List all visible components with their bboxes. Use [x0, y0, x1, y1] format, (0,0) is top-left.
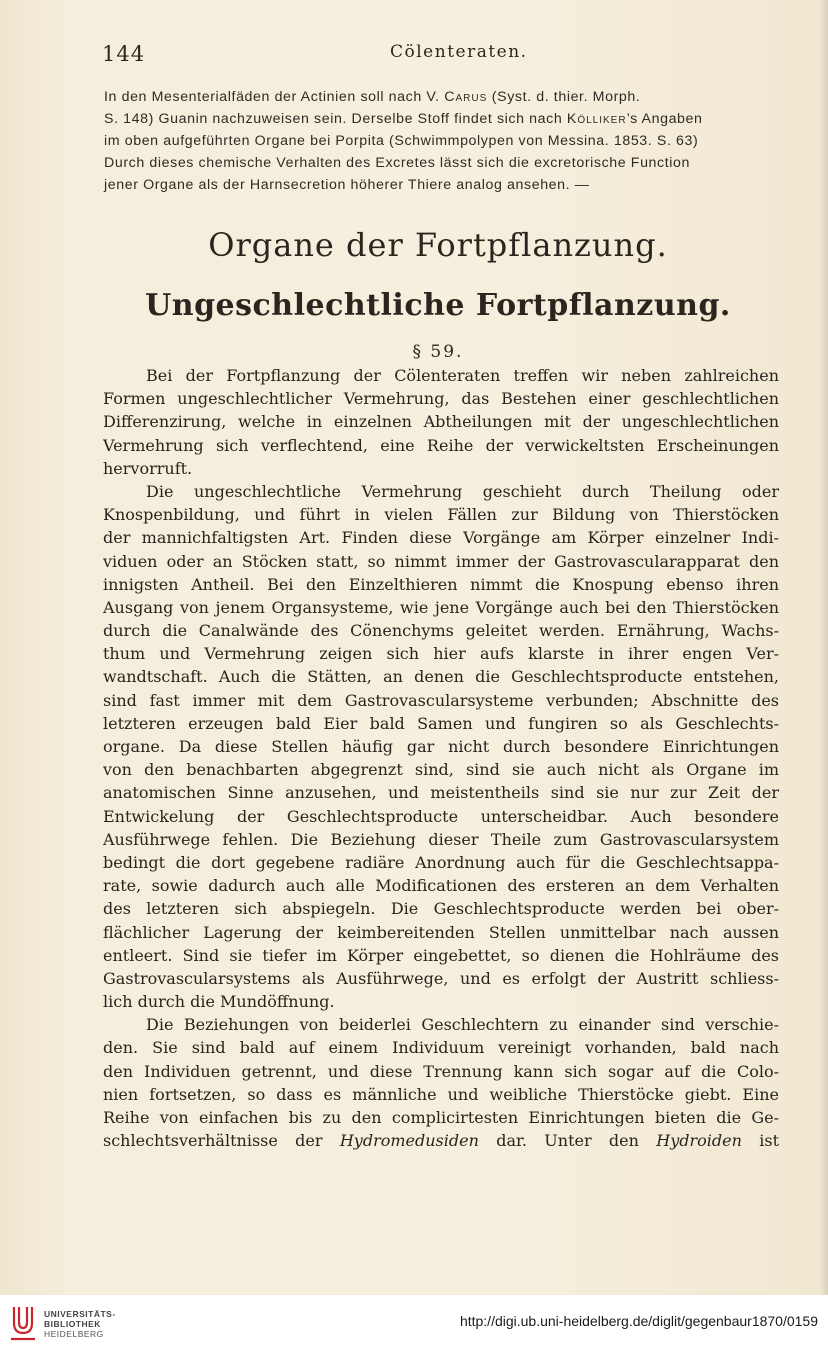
line-text: rate, sowie dadurch auch alle Modificationen des ersteren an dem Verhalten — [103, 876, 779, 896]
text-line — [103, 712, 779, 735]
line-text: Bei der Fortpflanzung der Cölenteraten treffen wir neben zahlreichen — [146, 366, 779, 385]
line-text: den. Sie sind bald auf einem Individuum vereinigt vorhanden, bald nach — [103, 1038, 779, 1058]
line-text: der mannichfaltigsten Art. Finden diese Vorgänge am Körper einzelner Indi- — [103, 528, 779, 548]
text-line — [103, 503, 779, 526]
text-line — [103, 781, 779, 804]
text-line — [103, 642, 779, 665]
line-text: entleert. Sind sie tiefer im Körper eingebettet, so dienen die Hohlräume des — [103, 945, 779, 965]
permalink-url[interactable]: http://digi.ub.uni-heidelberg.de/diglit/gegenbaur1870/0159 — [459, 1313, 818, 1329]
text-line — [103, 410, 779, 433]
paragraph-number: § 59. — [412, 342, 464, 362]
text-line — [103, 689, 779, 712]
footnote-text: Carus — [444, 89, 488, 105]
text-line — [103, 758, 779, 781]
text-line — [103, 990, 779, 1013]
footnote-line — [104, 174, 780, 196]
footnote-line — [104, 152, 780, 174]
chapter-title: Organe der Fortpflanzung. — [208, 226, 668, 264]
library-name: UNIVERSITÄTS- BIBLIOTHEK HEIDELBERG — [44, 1309, 116, 1339]
line-text: Ausgang von jenem Organsysteme, wie jene Vorgänge auch bei den Thierstöcken — [103, 597, 779, 617]
footnote-line — [104, 108, 780, 130]
digitization-footer — [0, 1295, 828, 1354]
line-text: hervorruft. — [103, 458, 193, 478]
text-line — [103, 874, 779, 897]
text-line — [103, 828, 779, 851]
text-line — [103, 526, 779, 549]
university-library-logo-icon — [8, 1303, 38, 1343]
text-line — [103, 434, 779, 457]
line-text: sind fast immer mit dem Gastrovascularsysteme verbunden; Abschnitte des — [103, 690, 779, 710]
footnote-text: ’s Angaben — [626, 111, 703, 127]
running-title: Cölenteraten. — [390, 42, 528, 62]
line-text: des letzteren sich abspiegeln. Die Geschlechtsproducte werden bei ober- — [103, 899, 779, 919]
line-text: durch die Canalwände des Cönenchyms geleitet werden. Ernährung, Wachs- — [103, 621, 779, 641]
line-text: Differenzirung, welche in einzelnen Abtheilungen mit der ungeschlechtlichen — [103, 412, 779, 432]
line-text: Formen ungeschlechtlicher Vermehrung, das Bestehen einer geschlechtlichen — [103, 389, 779, 409]
text-line — [103, 1013, 779, 1036]
text-line — [103, 665, 779, 688]
line-text: Gastrovascularsystems als Ausführwege, und es erfolgt der Austritt schliess- — [103, 968, 779, 988]
body-text — [103, 364, 779, 1152]
text-line — [103, 735, 779, 758]
text-line — [103, 457, 779, 480]
text-line — [103, 1129, 779, 1152]
footnote-text: im oben aufgeführten Organe bei Porpita (Schwimmpolypen von Messina. 1853. S. 63) — [104, 133, 699, 149]
section-title: Ungeschlechtliche Fortpflanzung. — [145, 288, 731, 323]
line-text: lich durch die Mundöffnung. — [103, 992, 335, 1012]
footnote-text: S. 148) Guanin nachzuweisen sein. Derselbe Stoff findet sich nach — [104, 111, 567, 127]
text-line — [103, 944, 779, 967]
text-line — [103, 619, 779, 642]
footnote-line — [104, 86, 780, 108]
footnote-text: jener Organe als der Harnsecretion höherer Thiere analog ansehen. — — [104, 177, 590, 193]
text-line — [103, 364, 779, 387]
line-text: schlechtsverhältnisse der — [103, 1131, 340, 1151]
line-text: dar. Unter den — [478, 1131, 657, 1151]
text-line — [103, 387, 779, 410]
page-header — [100, 38, 780, 70]
line-text: organe. Da diese Stellen häufig gar nicht durch besondere Einrichtungen — [103, 737, 779, 756]
text-line — [103, 573, 779, 596]
text-line — [103, 1106, 779, 1129]
text-line — [103, 480, 779, 503]
line-text: wandtschaft. Auch die Stätten, an denen die Geschlechtsproducte entstehen, — [103, 667, 779, 687]
line-text: viduen oder an Stöcken statt, so nimmt immer der Gastrovascularapparat den — [103, 551, 779, 571]
text-line — [103, 921, 779, 944]
line-text: nien fortsetzen, so dass es männliche und weibliche Thierstöcke giebt. Eine — [103, 1084, 779, 1104]
text-line — [103, 1036, 779, 1059]
line-text: flächlicher Lagerung der keimbereitenden Stellen unmittelbar nach aussen — [103, 922, 779, 942]
line-text: von den benachbarten abgegrenzt sind, sind sie auch nicht als Organe im — [103, 760, 779, 780]
text-line — [103, 967, 779, 990]
line-text: Die ungeschlechtliche Vermehrung geschieht durch Theilung oder — [146, 481, 779, 501]
footnote-text: (Syst. d. thier. Morph. — [487, 89, 641, 105]
line-text: thum und Vermehrung zeigen sich hier aufs klarste in ihrer engen Ver- — [103, 644, 779, 664]
text-line — [103, 1083, 779, 1106]
line-text: den Individuen getrennt, und diese Trennung kann sich sogar auf die Colo- — [103, 1061, 779, 1081]
line-text: Reihe von einfachen bis zu den complicirtesten Einrichtungen bieten die Ge- — [103, 1108, 779, 1127]
text-line — [103, 805, 779, 828]
italic-taxon: Hydroiden — [656, 1131, 742, 1151]
footnote-text: Durch dieses chemische Verhalten des Excretes lässt sich die excretorische Function — [104, 155, 691, 171]
line-text: letzteren erzeugen bald Eier bald Samen und fungiren so als Geschlechts- — [103, 713, 779, 733]
page-number: 144 — [102, 42, 146, 66]
footnote-text: Kölliker — [566, 111, 627, 127]
line-text: Die Beziehungen von beiderlei Geschlechtern zu einander sind verschie- — [146, 1015, 779, 1035]
text-line — [103, 596, 779, 619]
line-text: Knospenbildung, und führt in vielen Fällen zur Bildung von Thierstöcken — [103, 505, 779, 525]
text-line — [103, 1060, 779, 1083]
footnote-line — [104, 130, 780, 152]
footnote-text: In den Mesenterialfäden der Actinien soll nach V. — [104, 89, 445, 105]
text-line — [103, 550, 779, 573]
line-text: ist — [741, 1131, 779, 1151]
footnote-paragraph — [104, 86, 780, 196]
text-line — [103, 897, 779, 920]
line-text: innigsten Antheil. Bei den Einzelthieren nimmt die Knospung ebenso ihren — [103, 574, 779, 594]
line-text: Vermehrung sich verflechtend, eine Reihe der verwickeltsten Erscheinungen — [103, 435, 779, 455]
line-text: anatomischen Sinne anzusehen, und meistentheils sind sie nur zur Zeit der — [103, 783, 779, 803]
line-text: Entwickelung der Geschlechtsproducte unterscheidbar. Auch besondere — [103, 806, 779, 826]
text-line — [103, 851, 779, 874]
italic-taxon: Hydromedusiden — [339, 1131, 479, 1151]
line-text: Ausführwege fehlen. Die Beziehung dieser Theile zum Gastrovascularsystem — [103, 829, 779, 849]
line-text: bedingt die dort gegebene radiäre Anordnung auch für die Geschlechtsappa- — [103, 852, 779, 872]
page-edge-shadow — [820, 0, 828, 1295]
